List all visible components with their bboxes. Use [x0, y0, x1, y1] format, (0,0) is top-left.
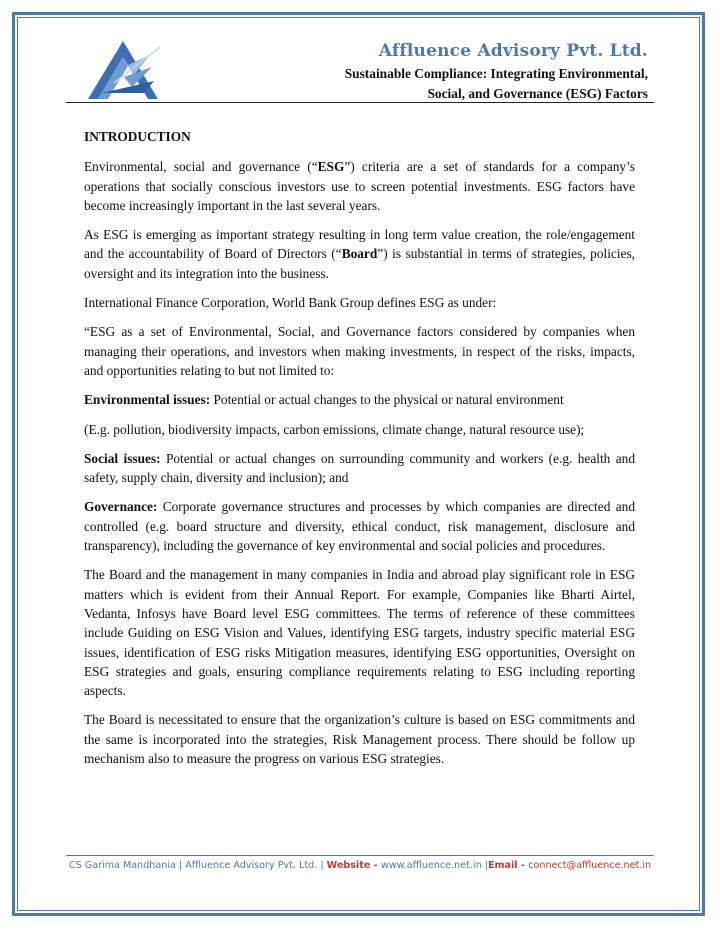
- paragraph-governance: Governance: Corporate governance structures and processes by which companies are directed and controlled (e.g. board structure and diversity, ethical conduct, risk management, disclosure and transparency), including the governance of key environmental and social policies and procedures.: [84, 499, 635, 554]
- company-name: Affluence Advisory Pvt. Ltd.: [378, 41, 648, 61]
- paragraph-board-role: As ESG is emerging as important strategy resulting in long term value creation, the role/engagement and the accountability of Board of Directors (“Board”) is substantial in terms of strategies, policies, oversight and its integration into the business.: [84, 227, 635, 281]
- page-footer: [0, 860, 720, 871]
- footer-email-link[interactable]: connect@affluence.net.in: [528, 860, 652, 871]
- paragraph-social: Social issues: Potential or actual changes on surrounding community and workers (e.g. health and safety, supply chain, diversity and inclusion); and: [84, 450, 635, 486]
- company-logo-icon: [84, 37, 162, 103]
- section-heading: INTRODUCTION: [84, 129, 191, 144]
- paragraph-board-culture: The Board is necessitated to ensure that the organization’s culture is based on ESG commitments and the same is incorporated into the strategies, Risk Management process. There should be follow up mechanism also to measure the progress on various ESG strategies.: [84, 712, 635, 767]
- footer-divider: [66, 855, 654, 856]
- subtitle-line-2: Social, and Governance (ESG) Factors: [427, 86, 648, 101]
- subtitle-line-1: Sustainable Compliance: Integrating Environmental,: [344, 66, 648, 81]
- footer-separator: |: [481, 860, 488, 871]
- footer-author: CS Garima Mandhania | Affluence Advisory Pvt. Ltd. |: [68, 860, 327, 871]
- footer-website-link[interactable]: www.affluence.net.in: [380, 860, 482, 871]
- footer-website-label: Website -: [326, 860, 381, 871]
- header-divider: [66, 102, 654, 103]
- paragraph-environmental: Environmental issues: Potential or actual changes to the physical or natural environment: [84, 392, 564, 408]
- paragraph-environmental-examples: (E.g. pollution, biodiversity impacts, carbon emissions, climate change, natural resource use);: [84, 421, 585, 437]
- paragraph-ifc-quote: “ESG as a set of Environmental, Social, and Governance factors considered by companies when managing their operations, and investors when making investments, in respect of the risks, impacts, and opportunities relating to but not limited to:: [84, 324, 635, 378]
- paragraph-ifc: International Finance Corporation, World Bank Group defines ESG as under:: [84, 295, 497, 311]
- document-body: [84, 127, 635, 778]
- paragraph-board-management: The Board and the management in many companies in India and abroad play significant role in ESG matters which is evident from their Annual Report. For example, Companies like Bharti Airtel, Vedanta, Infosys have Board level ESG committees. The terms of reference of these committees include Guiding on ESG Vision and Values, identifying ESG targets, industry specific material ESG issues, identification of ESG risks Mitigation measures, identifying ESG opportunities, Oversight on ESG strategies and goals, ensuring compliance requirements relating to ESG including reporting aspects.: [84, 567, 635, 699]
- paragraph-esg-definition: Environmental, social and governance (“ESG”) criteria are a set of standards for a company’s operations that socially conscious investors use to screen potential investments. ESG factors have become increasingly important in the last several years.: [84, 159, 635, 213]
- footer-email-label: Email -: [487, 860, 529, 871]
- document-subtitle: [288, 64, 648, 104]
